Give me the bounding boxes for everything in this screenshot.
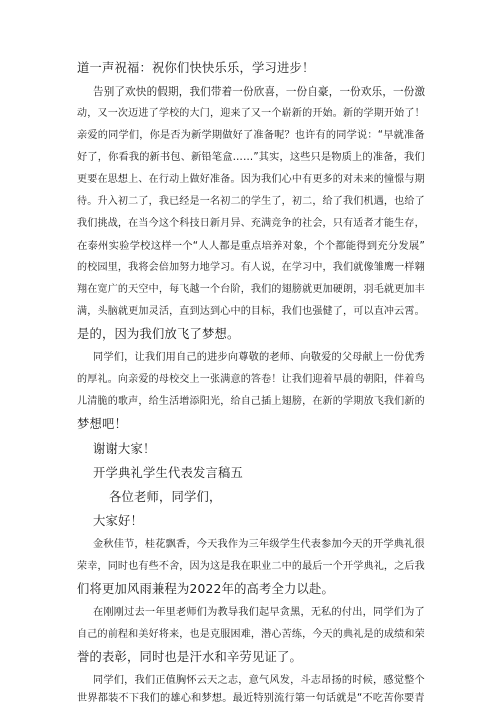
text-line: 梦想吧！ xyxy=(77,417,127,431)
text-line: 是的，因为我们放飞了梦想。 xyxy=(77,327,240,341)
text-line: 我们挑战，在当今这个科技日新月异、充满竞争的社会，只有适者才能生存， xyxy=(77,218,425,229)
text-line: 谢谢大家！ xyxy=(93,442,156,456)
text-line: 同学们，我们正值胸怀云天之志，意气风发，斗志昂扬的时候，感觉整个 xyxy=(93,675,425,686)
text-line: 好了，你看我的新书包、新铅笔盒……”其实，这些只是物质上的准备，我们 xyxy=(77,152,425,163)
text-line: 的厚礼。向亲爱的母校交上一张满意的答卷！让我们迎着早晨的朝阳，伴着鸟 xyxy=(77,374,425,385)
text-line: 们将更加风雨兼程为2022年的高考全力以赴。 xyxy=(77,582,335,596)
text-line: 待。升入初二了，我已经是一名初二的学生了，初二，给了我们机遇，也给了 xyxy=(77,196,425,207)
text-line: 同学们，让我们用自己的进步向尊敬的老师、向敬爱的父母献上一份优秀 xyxy=(93,352,425,363)
text-line: 在泰州实验学校这样一个“人人都是重点培养对象，个个都能得到充分发展” xyxy=(77,240,425,252)
text-line: 的校园里，我将会倍加努力地学习。有人说，在学习中，我们就像雏鹰一样翱 xyxy=(77,262,425,273)
text-line: 儿清脆的歌声，给生活增添阳光，给自己插上翅膀，在新的学期放飞我们新的 xyxy=(77,396,425,407)
text-line: 道一声祝福：祝你们快快乐乐，学习进步！ xyxy=(77,61,315,75)
text-line: 动，又一次迈进了学校的大门，迎来了又一个崭新的开始。新的学期开始了！ xyxy=(77,108,425,119)
section-heading: 开学典礼学生代表发言稿五 xyxy=(93,466,243,480)
text-line: 满，头脑就更加灵活，直到达到心中的目标，我们也强健了，可以直冲云霄。 xyxy=(77,306,425,317)
text-line: 更要在思想上、在行动上做好准备。因为我们心中有更多的对未来的憧憬与期 xyxy=(77,174,425,185)
text-line: 大家好！ xyxy=(93,514,143,528)
text-line: 翔在宽广的天空中，每飞越一个台阶，我们的翅膀就更加硬朗，羽毛就更加丰 xyxy=(77,284,425,295)
text-line: 在刚刚过去一年里老师们为教导我们起早贪黑，无私的付出，同学们为了 xyxy=(93,607,425,618)
text-line: 自己的前程和美好将来，也是克服困难，潜心苦练，今天的典礼是的成绩和荣 xyxy=(77,629,425,640)
text-line: 世界都装不下我们的雄心和梦想。最近特别流行第一句话就是“不吃苦你要青 xyxy=(77,693,425,704)
text-line: 誉的表彰，同时也是汗水和辛劳见证了。 xyxy=(77,650,302,664)
text-line: 亲爱的同学们，你是否为新学期做好了准备呢？也许有的同学说：“早就准备 xyxy=(77,130,425,141)
text-line: 告别了欢快的假期，我们带着一份欣喜，一份自豪，一份欢乐，一份激 xyxy=(93,86,426,98)
text-line: 金秋佳节，桂花飘香，今天我作为三年级学生代表参加今天的开学典礼很 xyxy=(93,539,425,550)
text-line: 各位老师，同学们， xyxy=(109,490,222,504)
text-line: 荣幸，同时也有些不舍，因为这是我在职业二中的最后一个开学典礼，之后我 xyxy=(77,561,425,572)
